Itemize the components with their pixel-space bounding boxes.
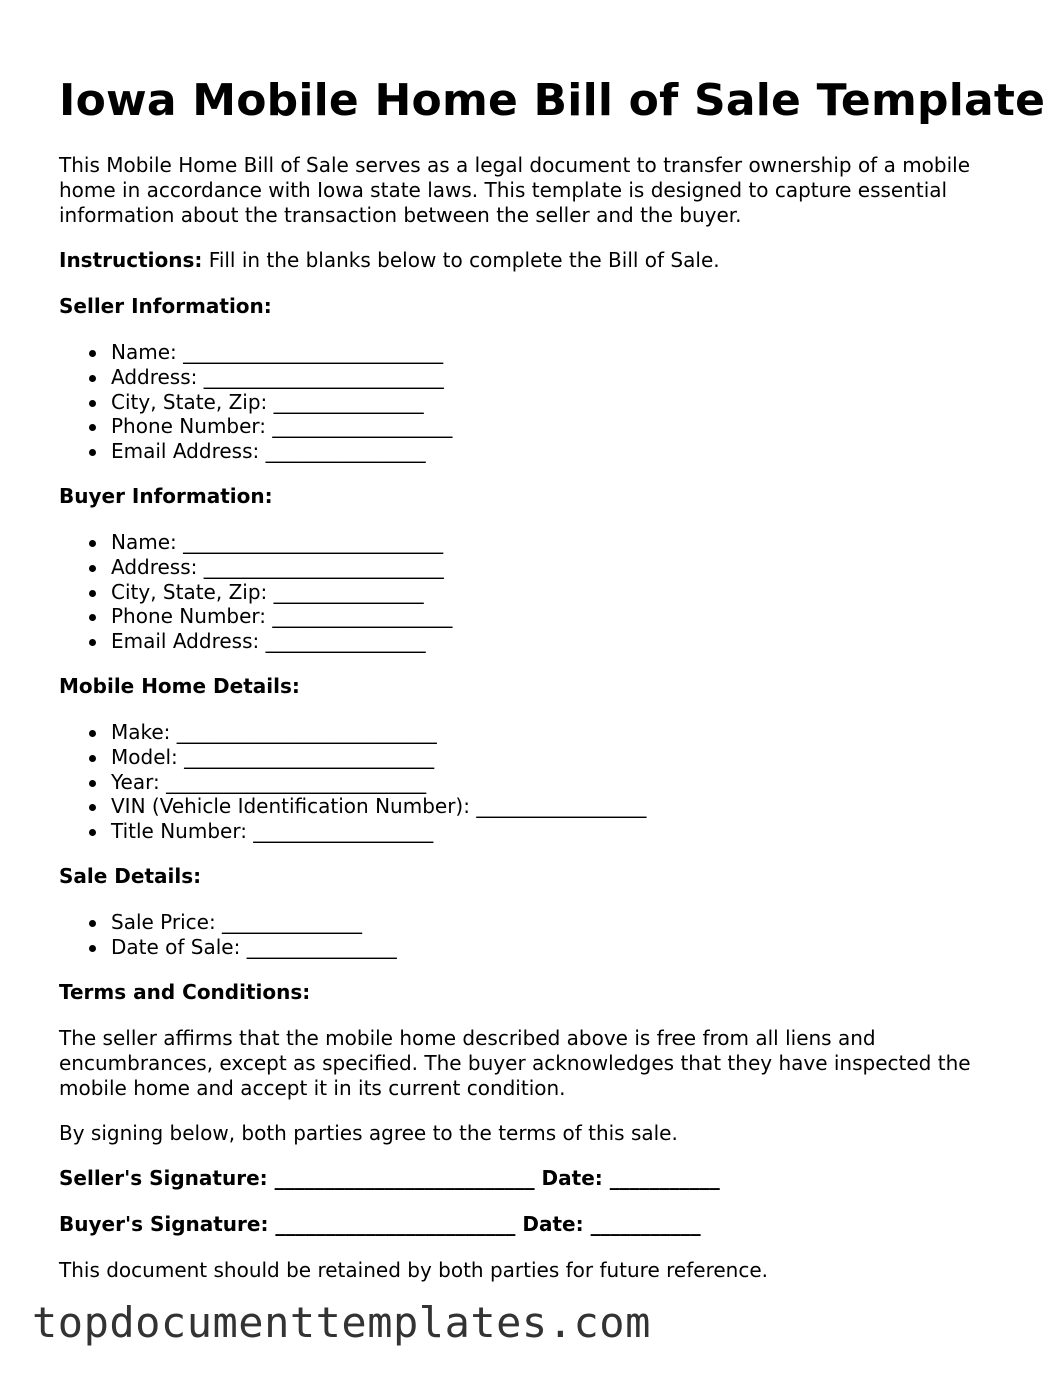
- seller-name-field[interactable]: Name: __________________________: [111, 340, 452, 365]
- sale-date-field[interactable]: Date of Sale: _______________: [111, 934, 397, 959]
- buyer-heading: Buyer Information:: [59, 484, 273, 508]
- seller-phone-field[interactable]: Phone Number: __________________: [111, 414, 453, 439]
- home-fields-list: [59, 720, 646, 844]
- seller-city-state-zip-field[interactable]: City, State, Zip: _______________: [111, 390, 452, 415]
- seller-heading: Seller Information:: [59, 294, 272, 318]
- home-year-field[interactable]: Year: __________________________: [111, 770, 646, 795]
- terms-heading: Terms and Conditions:: [59, 980, 311, 1004]
- sale-details-heading: Sale Details:: [59, 864, 202, 888]
- sale-fields-list: [59, 910, 397, 960]
- home-vin-field[interactable]: VIN (Vehicle Identification Number): _________________: [111, 794, 647, 819]
- agreement-line: By signing below, both parties agree to the terms of this sale.: [59, 1121, 678, 1145]
- instructions-label: Instructions:: [59, 248, 203, 272]
- seller-fields-list: [59, 340, 452, 464]
- buyer-phone-field[interactable]: Phone Number: __________________: [111, 604, 453, 629]
- instructions-line: [59, 248, 720, 273]
- home-make-field[interactable]: Make: __________________________: [111, 720, 646, 745]
- buyer-email-field[interactable]: Email Address: ________________: [111, 629, 452, 654]
- intro-paragraph: This Mobile Home Bill of Sale serves as a legal document to transfer ownership of a mobile home in accordance with Iowa state laws. This template is designed to capture essential information about the transaction between the seller and the buyer.: [59, 153, 971, 227]
- page-title: Iowa Mobile Home Bill of Sale Template: [59, 75, 1046, 126]
- home-model-field[interactable]: Model: _________________________: [111, 745, 646, 770]
- terms-paragraph: The seller affirms that the mobile home described above is free from all liens and encumbrances, except as specified. The buyer acknowledges that they have inspected the mobile home and accept it in its current condition.: [59, 1026, 971, 1100]
- home-details-heading: Mobile Home Details:: [59, 674, 300, 698]
- buyer-city-state-zip-field[interactable]: City, State, Zip: _______________: [111, 580, 452, 605]
- seller-address-field[interactable]: Address: ________________________: [111, 365, 452, 390]
- buyer-fields-list: [59, 530, 452, 654]
- retain-note: This document should be retained by both parties for future reference.: [59, 1258, 768, 1282]
- buyer-name-field[interactable]: Name: __________________________: [111, 530, 452, 555]
- buyer-address-field[interactable]: Address: ________________________: [111, 555, 452, 580]
- seller-signature-line[interactable]: Seller's Signature: __________________________ Date: ___________: [59, 1166, 720, 1190]
- home-title-number-field[interactable]: Title Number: __________________: [111, 819, 646, 844]
- sale-price-field[interactable]: Sale Price: ______________: [111, 910, 397, 935]
- instructions-text: Fill in the blanks below to complete the Bill of Sale.: [202, 248, 720, 272]
- buyer-signature-line[interactable]: Buyer's Signature: ________________________ Date: ___________: [59, 1212, 701, 1236]
- seller-email-field[interactable]: Email Address: ________________: [111, 439, 452, 464]
- site-watermark: topdocumenttemplates.com: [32, 1298, 651, 1347]
